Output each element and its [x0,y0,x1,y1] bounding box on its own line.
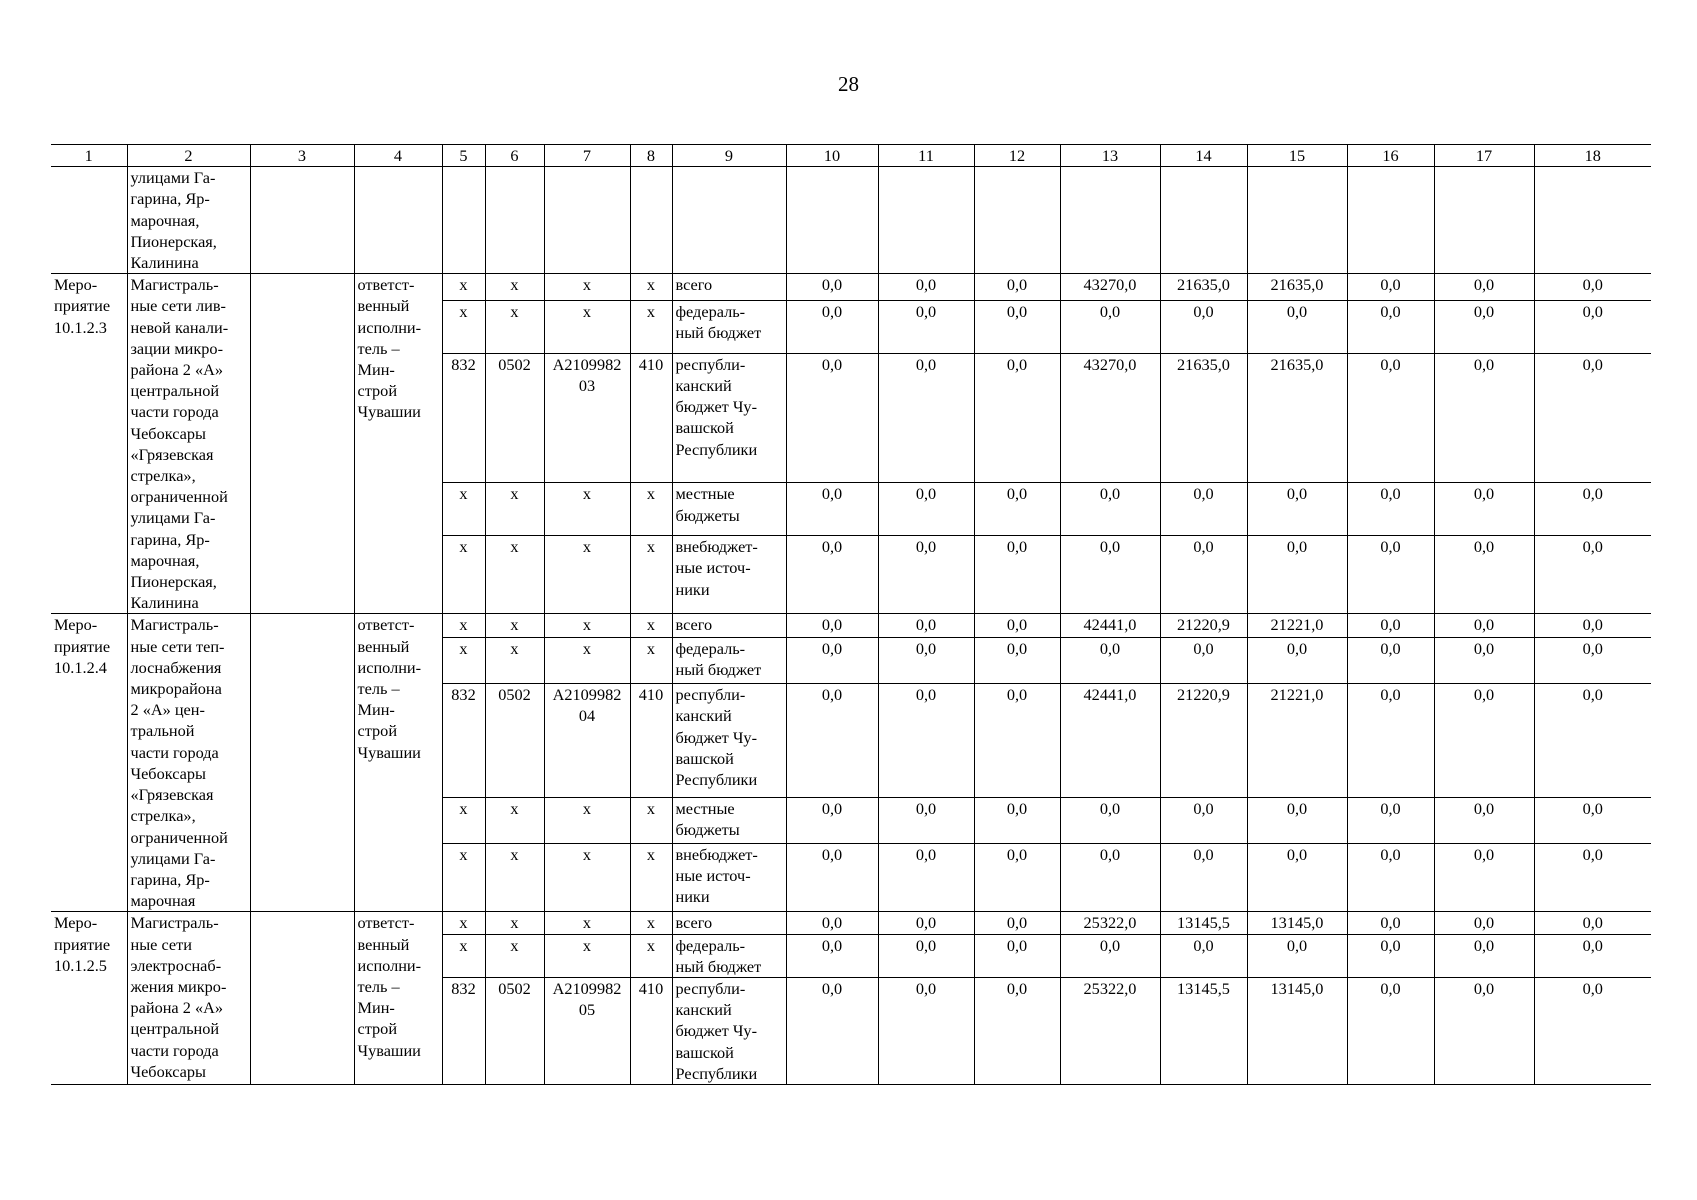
empty-cell [1434,167,1534,274]
amount-cell: 21635,0 [1160,353,1247,483]
amount-cell: 0,0 [1347,977,1434,1084]
empty-cell [250,912,354,1085]
budget-table [51,144,1651,1085]
amount-cell: 0,0 [786,977,878,1084]
amount-cell: 0,0 [1347,483,1434,536]
column-number: 14 [1160,145,1247,167]
page-number: 28 [838,72,859,96]
funding-source: всего [672,614,786,638]
amount-cell: 0,0 [1347,353,1434,483]
code-vr: х [630,843,672,912]
amount-cell: 0,0 [1160,301,1247,354]
code-vr: х [630,614,672,638]
amount-cell: 0,0 [1434,274,1534,301]
executor: ответст- венный исполни- тель – Мин- строй Чувашии [354,614,442,912]
code-vr: 410 [630,977,672,1084]
column-number: 10 [786,145,878,167]
code-rzpr: 0502 [485,684,544,798]
amount-cell: 0,0 [1434,614,1534,638]
amount-cell: 25322,0 [1060,977,1160,1084]
code-csr: А2109982 04 [544,684,630,798]
amount-cell: 21635,0 [1247,274,1347,301]
amount-cell: 25322,0 [1060,912,1160,934]
amount-cell: 13145,5 [1160,977,1247,1084]
empty-cell [354,167,442,274]
amount-cell: 0,0 [786,684,878,798]
code-csr: х [544,301,630,354]
code-grbs: х [442,797,485,843]
empty-cell [485,167,544,274]
amount-cell: 0,0 [1060,483,1160,536]
amount-cell: 0,0 [1534,274,1651,301]
amount-cell: 0,0 [1534,977,1651,1084]
amount-cell: 0,0 [974,684,1060,798]
column-number: 7 [544,145,630,167]
table-row [51,167,1651,274]
column-number: 9 [672,145,786,167]
amount-cell: 0,0 [786,301,878,354]
amount-cell: 0,0 [1434,353,1534,483]
column-number: 8 [630,145,672,167]
event-name: Магистраль- ные сети электроснаб- жения микро- района 2 «А» центральной части города Чебоксары [127,912,250,1085]
amount-cell: 0,0 [1347,934,1434,977]
event-id: Меро- приятие 10.1.2.3 [51,274,127,614]
amount-cell: 0,0 [974,301,1060,354]
column-number: 13 [1060,145,1160,167]
column-number: 12 [974,145,1060,167]
code-grbs: 832 [442,684,485,798]
executor: ответст- венный исполни- тель – Мин- строй Чувашии [354,912,442,1085]
empty-cell [1160,167,1247,274]
empty-cell [442,167,485,274]
code-rzpr: х [485,638,544,684]
amount-cell: 0,0 [786,934,878,977]
amount-cell: 0,0 [1060,536,1160,614]
table-row [51,614,1651,638]
code-csr: х [544,797,630,843]
amount-cell: 43270,0 [1060,353,1160,483]
column-number: 17 [1434,145,1534,167]
amount-cell: 0,0 [974,614,1060,638]
event-name: Магистраль- ные сети лив- невой канали- зации микро- района 2 «А» центральной части города Чебоксары «Грязевская стрелка», ограниченной улицами Га- гарина, Яр- марочная, Пионерская, Калинина [127,274,250,614]
amount-cell: 0,0 [786,614,878,638]
code-rzpr: х [485,483,544,536]
amount-cell: 0,0 [878,977,974,1084]
amount-cell: 0,0 [1247,638,1347,684]
code-grbs: 832 [442,977,485,1084]
column-number: 4 [354,145,442,167]
code-rzpr: х [485,536,544,614]
amount-cell: 0,0 [786,536,878,614]
funding-source: федераль- ный бюджет [672,934,786,977]
amount-cell: 0,0 [1160,638,1247,684]
amount-cell: 0,0 [1060,797,1160,843]
amount-cell: 21221,0 [1247,684,1347,798]
code-vr: х [630,797,672,843]
executor: ответст- венный исполни- тель – Мин- строй Чувашии [354,274,442,614]
funding-source: всего [672,912,786,934]
amount-cell: 0,0 [1247,934,1347,977]
event-id: Меро- приятие 10.1.2.4 [51,614,127,912]
amount-cell: 0,0 [878,353,974,483]
amount-cell: 0,0 [1247,797,1347,843]
amount-cell: 0,0 [786,483,878,536]
amount-cell: 0,0 [878,684,974,798]
event-name: улицами Га- гарина, Яр- марочная, Пионерская, Калинина [127,167,250,274]
empty-cell [786,167,878,274]
column-number: 15 [1247,145,1347,167]
amount-cell: 0,0 [1434,797,1534,843]
code-csr: А2109982 03 [544,353,630,483]
code-vr: х [630,274,672,301]
code-vr: х [630,638,672,684]
table-row [51,912,1651,934]
amount-cell: 0,0 [974,274,1060,301]
table-body [51,167,1651,1085]
code-csr: х [544,614,630,638]
code-rzpr: 0502 [485,353,544,483]
funding-source: федераль- ный бюджет [672,301,786,354]
empty-cell [250,274,354,614]
amount-cell: 0,0 [974,912,1060,934]
code-vr: х [630,934,672,977]
column-number: 1 [51,145,127,167]
amount-cell: 0,0 [1434,977,1534,1084]
column-number: 16 [1347,145,1434,167]
amount-cell: 0,0 [878,614,974,638]
funding-source: внебюджет- ные источ- ники [672,843,786,912]
code-grbs: х [442,301,485,354]
code-csr: х [544,843,630,912]
amount-cell: 0,0 [1247,536,1347,614]
amount-cell: 0,0 [786,843,878,912]
code-csr: х [544,638,630,684]
amount-cell: 0,0 [1434,536,1534,614]
code-grbs: х [442,638,485,684]
column-number-row [51,145,1651,167]
amount-cell: 0,0 [786,638,878,684]
amount-cell: 0,0 [1534,638,1651,684]
column-number: 3 [250,145,354,167]
column-number: 2 [127,145,250,167]
code-grbs: х [442,912,485,934]
amount-cell: 0,0 [1347,843,1434,912]
amount-cell: 13145,0 [1247,912,1347,934]
column-number: 18 [1534,145,1651,167]
amount-cell: 0,0 [786,912,878,934]
amount-cell: 0,0 [1534,934,1651,977]
amount-cell: 0,0 [1247,843,1347,912]
amount-cell: 0,0 [1434,912,1534,934]
funding-source: местные бюджеты [672,797,786,843]
code-csr: х [544,912,630,934]
event-id: Меро- приятие 10.1.2.5 [51,912,127,1085]
amount-cell: 21635,0 [1160,274,1247,301]
code-grbs: х [442,843,485,912]
column-number: 5 [442,145,485,167]
amount-cell: 0,0 [974,797,1060,843]
amount-cell: 43270,0 [1060,274,1160,301]
code-grbs: 832 [442,353,485,483]
amount-cell: 0,0 [1434,483,1534,536]
empty-cell [51,167,127,274]
amount-cell: 0,0 [878,843,974,912]
amount-cell: 0,0 [1434,934,1534,977]
amount-cell: 13145,0 [1247,977,1347,1084]
code-vr: х [630,301,672,354]
amount-cell: 0,0 [1060,301,1160,354]
funding-source: республи- канский бюджет Чу- вашской Республики [672,977,786,1084]
empty-cell [250,614,354,912]
empty-cell [250,167,354,274]
code-csr: х [544,274,630,301]
table-row [51,274,1651,301]
amount-cell: 0,0 [974,353,1060,483]
amount-cell: 0,0 [1160,797,1247,843]
amount-cell: 0,0 [878,797,974,843]
code-rzpr: х [485,912,544,934]
empty-cell [1247,167,1347,274]
code-vr: х [630,483,672,536]
code-rzpr: х [485,934,544,977]
amount-cell: 0,0 [974,483,1060,536]
empty-cell [1060,167,1160,274]
column-number: 11 [878,145,974,167]
empty-cell [974,167,1060,274]
amount-cell: 0,0 [878,912,974,934]
amount-cell: 0,0 [878,274,974,301]
amount-cell: 0,0 [1247,301,1347,354]
amount-cell: 0,0 [1347,301,1434,354]
empty-cell [878,167,974,274]
code-vr: х [630,536,672,614]
code-vr: 410 [630,353,672,483]
amount-cell: 0,0 [974,536,1060,614]
funding-source: всего [672,274,786,301]
code-grbs: х [442,934,485,977]
amount-cell: 0,0 [1060,934,1160,977]
empty-cell [544,167,630,274]
funding-source: республи- канский бюджет Чу- вашской Республики [672,353,786,483]
amount-cell: 0,0 [974,934,1060,977]
amount-cell: 0,0 [974,638,1060,684]
amount-cell: 0,0 [878,483,974,536]
code-grbs: х [442,614,485,638]
amount-cell: 0,0 [1534,684,1651,798]
amount-cell: 0,0 [1534,301,1651,354]
empty-cell [672,167,786,274]
code-vr: х [630,912,672,934]
funding-source: внебюджет- ные источ- ники [672,536,786,614]
event-name: Магистраль- ные сети теп- лоснабжения микрорайона 2 «А» цен- тральной части города Чебоксары «Грязевская стрелка», ограниченной улицами Га- гарина, Яр- марочная [127,614,250,912]
code-grbs: х [442,536,485,614]
amount-cell: 0,0 [786,353,878,483]
amount-cell: 0,0 [974,843,1060,912]
amount-cell: 0,0 [878,934,974,977]
code-vr: 410 [630,684,672,798]
amount-cell: 0,0 [1347,614,1434,638]
amount-cell: 0,0 [1060,843,1160,912]
empty-cell [630,167,672,274]
amount-cell: 21220,9 [1160,684,1247,798]
code-csr: х [544,483,630,536]
amount-cell: 0,0 [1534,483,1651,536]
amount-cell: 0,0 [1534,843,1651,912]
amount-cell: 0,0 [1534,536,1651,614]
amount-cell: 0,0 [1534,614,1651,638]
code-csr: х [544,934,630,977]
amount-cell: 13145,5 [1160,912,1247,934]
amount-cell: 0,0 [878,301,974,354]
code-csr: х [544,536,630,614]
code-rzpr: х [485,797,544,843]
code-grbs: х [442,274,485,301]
amount-cell: 0,0 [1160,483,1247,536]
amount-cell: 42441,0 [1060,684,1160,798]
amount-cell: 0,0 [1347,536,1434,614]
code-rzpr: х [485,301,544,354]
amount-cell: 42441,0 [1060,614,1160,638]
amount-cell: 0,0 [1534,353,1651,483]
amount-cell: 0,0 [1347,638,1434,684]
code-rzpr: х [485,274,544,301]
amount-cell: 0,0 [1434,843,1534,912]
amount-cell: 0,0 [1534,797,1651,843]
amount-cell: 21221,0 [1247,614,1347,638]
column-number: 6 [485,145,544,167]
amount-cell: 0,0 [1534,912,1651,934]
code-rzpr: х [485,843,544,912]
amount-cell: 0,0 [1434,301,1534,354]
amount-cell: 0,0 [786,797,878,843]
funding-source: федераль- ный бюджет [672,638,786,684]
amount-cell: 0,0 [1434,684,1534,798]
code-rzpr: 0502 [485,977,544,1084]
amount-cell: 0,0 [1347,274,1434,301]
amount-cell: 0,0 [878,638,974,684]
code-rzpr: х [485,614,544,638]
empty-cell [1347,167,1434,274]
code-csr: А2109982 05 [544,977,630,1084]
amount-cell: 0,0 [1160,843,1247,912]
amount-cell: 0,0 [1347,797,1434,843]
empty-cell [1534,167,1651,274]
amount-cell: 0,0 [1347,684,1434,798]
amount-cell: 0,0 [1160,934,1247,977]
amount-cell: 0,0 [1160,536,1247,614]
amount-cell: 21635,0 [1247,353,1347,483]
amount-cell: 0,0 [878,536,974,614]
amount-cell: 0,0 [1347,912,1434,934]
amount-cell: 21220,9 [1160,614,1247,638]
amount-cell: 0,0 [1060,638,1160,684]
funding-source: республи- канский бюджет Чу- вашской Республики [672,684,786,798]
code-grbs: х [442,483,485,536]
amount-cell: 0,0 [1434,638,1534,684]
amount-cell: 0,0 [1247,483,1347,536]
amount-cell: 0,0 [786,274,878,301]
amount-cell: 0,0 [974,977,1060,1084]
funding-source: местные бюджеты [672,483,786,536]
